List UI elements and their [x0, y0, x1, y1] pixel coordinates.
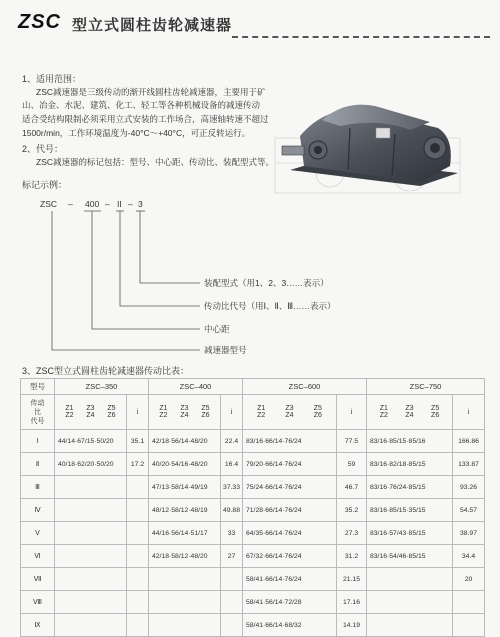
z1: Z1 [159, 405, 168, 412]
i-600: 17.16 [337, 591, 367, 614]
designation-sep-1: – [68, 199, 73, 209]
ratio-750 [367, 568, 453, 591]
code-cell: Ⅳ [21, 499, 55, 522]
table-row [21, 545, 485, 568]
ratio-600: 79/20·66/14·76/24 [243, 453, 337, 476]
z1: Z1 [65, 405, 74, 412]
code-cell: Ⅵ [21, 545, 55, 568]
i-600: 46.7 [337, 476, 367, 499]
ratio-600: 58/41·66/14·76/24 [243, 568, 337, 591]
legend-ratio-code: 传动比代号（用Ⅰ、Ⅱ、Ⅲ……表示） [204, 301, 336, 311]
ratio-table [20, 378, 485, 637]
table-row [21, 568, 485, 591]
z6: Z6 [313, 412, 322, 419]
ratio-350: 40/18·62/20·50/20 [55, 453, 127, 476]
ratio-400: 44/16·56/14·51/17 [149, 522, 221, 545]
z4: Z4 [285, 412, 294, 419]
ratio-600: 75/24·66/14·76/24 [243, 476, 337, 499]
ratio-600: 58/41·56/14·72/28 [243, 591, 337, 614]
i-750: 133.87 [453, 453, 485, 476]
ratio-400: 40/20·54/16·48/20 [149, 453, 221, 476]
z-cell-750 [367, 395, 453, 430]
header-zsc-750: ZSC–750 [367, 379, 485, 395]
designation-sep-2: – [105, 199, 110, 209]
ratio-350 [55, 545, 127, 568]
i-400 [221, 591, 243, 614]
i-750 [453, 614, 485, 637]
z5: Z5 [431, 405, 440, 412]
page-title: 型立式圆柱齿轮减速器 [72, 17, 233, 34]
header-code-cell [21, 395, 55, 430]
i-400: 33 [221, 522, 243, 545]
i-750: 166.86 [453, 430, 485, 453]
ratio-750: 83/16·76/24·85/15 [367, 476, 453, 499]
z3: Z3 [405, 405, 414, 412]
ratio-350 [55, 591, 127, 614]
i-350 [127, 499, 149, 522]
i-400: 16.4 [221, 453, 243, 476]
ratio-600: 64/35·66/14·76/24 [243, 522, 337, 545]
i-350 [127, 591, 149, 614]
i-350: 17.2 [127, 453, 149, 476]
i-350: 35.1 [127, 430, 149, 453]
section1-line-3: 适合受结构限制必须采用立式安装的工作场合，高速轴转速不超过 [22, 114, 269, 124]
ratio-750: 83/16·57/43·85/15 [367, 522, 453, 545]
ratio-750: 83/16·85/15·35/15 [367, 499, 453, 522]
code-cell: Ⅲ [21, 476, 55, 499]
z1: Z1 [257, 405, 266, 412]
ratio-600: 83/16·66/14·76/24 [243, 430, 337, 453]
designation-ratio-code: II [117, 199, 122, 209]
legend-center-distance: 中心距 [204, 324, 230, 334]
i-400: 49.88 [221, 499, 243, 522]
i-400 [221, 568, 243, 591]
i-header-600: i [337, 395, 367, 430]
table-row [21, 614, 485, 637]
i-350 [127, 476, 149, 499]
designation-sep-3: – [128, 199, 133, 209]
z2: Z2 [379, 412, 388, 419]
designation-assembly: 3 [138, 199, 143, 209]
z2: Z2 [257, 412, 266, 419]
z-cell-350 [55, 395, 127, 430]
ratio-400 [149, 568, 221, 591]
designation-heading: 标记示例： [22, 180, 68, 190]
section1-line-4: 1500r/min，工作环境温度为-40°C～+40°C，可正反转运行。 [22, 128, 251, 138]
i-header-350: i [127, 395, 149, 430]
ratio-750 [367, 591, 453, 614]
table-row [21, 453, 485, 476]
header-zsc-400: ZSC–400 [149, 379, 243, 395]
z3: Z3 [180, 405, 189, 412]
z5: Z5 [201, 405, 210, 412]
z4: Z4 [405, 412, 414, 419]
designation-model: ZSC [40, 199, 57, 209]
z3: Z3 [285, 405, 294, 412]
ratio-600: 58/41·66/14·68/32 [243, 614, 337, 637]
ratio-400: 47/13·58/14·49/19 [149, 476, 221, 499]
code-cell: Ⅱ [21, 453, 55, 476]
ratio-600: 67/32·66/14·76/24 [243, 545, 337, 568]
ratio-400: 48/12·58/12·48/19 [149, 499, 221, 522]
code-label-1: 传动 [30, 399, 45, 407]
table-row [21, 499, 485, 522]
header-model: ZSC [18, 11, 61, 33]
header-model-cell: 型号 [21, 379, 55, 395]
section3-heading: 3、ZSC型立式圆柱齿轮减速器传动比表： [22, 366, 190, 376]
ratio-350 [55, 499, 127, 522]
i-header-750: i [453, 395, 485, 430]
i-350 [127, 522, 149, 545]
ratio-750: 83/16·54/46·85/15 [367, 545, 453, 568]
i-750 [453, 591, 485, 614]
i-350 [127, 568, 149, 591]
ratio-350 [55, 476, 127, 499]
ratio-350: 44/14·67/15·50/20 [55, 430, 127, 453]
i-600: 59 [337, 453, 367, 476]
z3: Z3 [86, 405, 95, 412]
legend-assembly: 装配型式（用1、2、3……表示） [204, 278, 329, 288]
table-header-row [21, 379, 485, 395]
code-cell: Ⅸ [21, 614, 55, 637]
i-400: 27 [221, 545, 243, 568]
section2-heading: 2、代号： [22, 144, 64, 154]
i-750: 34.4 [453, 545, 485, 568]
z5: Z5 [107, 405, 116, 412]
i-600: 14.19 [337, 614, 367, 637]
code-label-2: 比 [34, 408, 41, 416]
ratio-600: 71/28·66/14·76/24 [243, 499, 337, 522]
ratio-400: 42/18·56/14·48/20 [149, 430, 221, 453]
ratio-350 [55, 614, 127, 637]
i-400: 37.33 [221, 476, 243, 499]
i-750: 93.26 [453, 476, 485, 499]
ratio-350 [55, 568, 127, 591]
z2: Z2 [65, 412, 74, 419]
section1-heading: 1、适用范围： [22, 74, 82, 84]
code-label-3: 代号 [30, 417, 45, 425]
ratio-350 [55, 522, 127, 545]
designation-center-distance: 400 [85, 199, 100, 209]
z4: Z4 [86, 412, 95, 419]
table-row [21, 430, 485, 453]
i-400 [221, 614, 243, 637]
z6: Z6 [431, 412, 440, 419]
z5: Z5 [313, 405, 322, 412]
code-cell: Ⅴ [21, 522, 55, 545]
i-350 [127, 614, 149, 637]
i-750: 38.97 [453, 522, 485, 545]
i-600: 21.15 [337, 568, 367, 591]
i-400: 22.4 [221, 430, 243, 453]
ratio-400: 42/18·58/12·48/20 [149, 545, 221, 568]
ratio-400 [149, 591, 221, 614]
code-cell: Ⅶ [21, 568, 55, 591]
ratio-750: 83/16·85/15·85/16 [367, 430, 453, 453]
z-cell-600 [243, 395, 337, 430]
z2: Z2 [159, 412, 168, 419]
ratio-750: 83/16·82/18·85/15 [367, 453, 453, 476]
i-600: 27.3 [337, 522, 367, 545]
i-600: 31.2 [337, 545, 367, 568]
i-header-400: i [221, 395, 243, 430]
code-cell: Ⅰ [21, 430, 55, 453]
header-zsc-600: ZSC–600 [243, 379, 367, 395]
code-cell: Ⅷ [21, 591, 55, 614]
i-600: 35.2 [337, 499, 367, 522]
table-row [21, 591, 485, 614]
legend-model: 减速器型号 [204, 345, 247, 355]
section2-line: ZSC减速器的标记包括：型号、中心距、传动比、装配型式等。 [36, 157, 275, 167]
z1: Z1 [379, 405, 388, 412]
z6: Z6 [201, 412, 210, 419]
ratio-400 [149, 614, 221, 637]
i-600: 77.5 [337, 430, 367, 453]
z-cell-400 [149, 395, 221, 430]
table-z-row [21, 395, 485, 430]
header-zsc-350: ZSC–350 [55, 379, 149, 395]
i-750: 20 [453, 568, 485, 591]
section1-line-1: ZSC减速器是三级传动的渐开线圆柱齿轮减速器，主要用于矿 [36, 87, 266, 97]
table-row [21, 476, 485, 499]
z6: Z6 [107, 412, 116, 419]
section1-line-2: 山、冶金、水泥、建筑、化工、轻工等各种机械设备的减速传动 [22, 100, 261, 110]
i-350 [127, 545, 149, 568]
table-row [21, 522, 485, 545]
ratio-750 [367, 614, 453, 637]
i-750: 54.57 [453, 499, 485, 522]
z4: Z4 [180, 412, 189, 419]
